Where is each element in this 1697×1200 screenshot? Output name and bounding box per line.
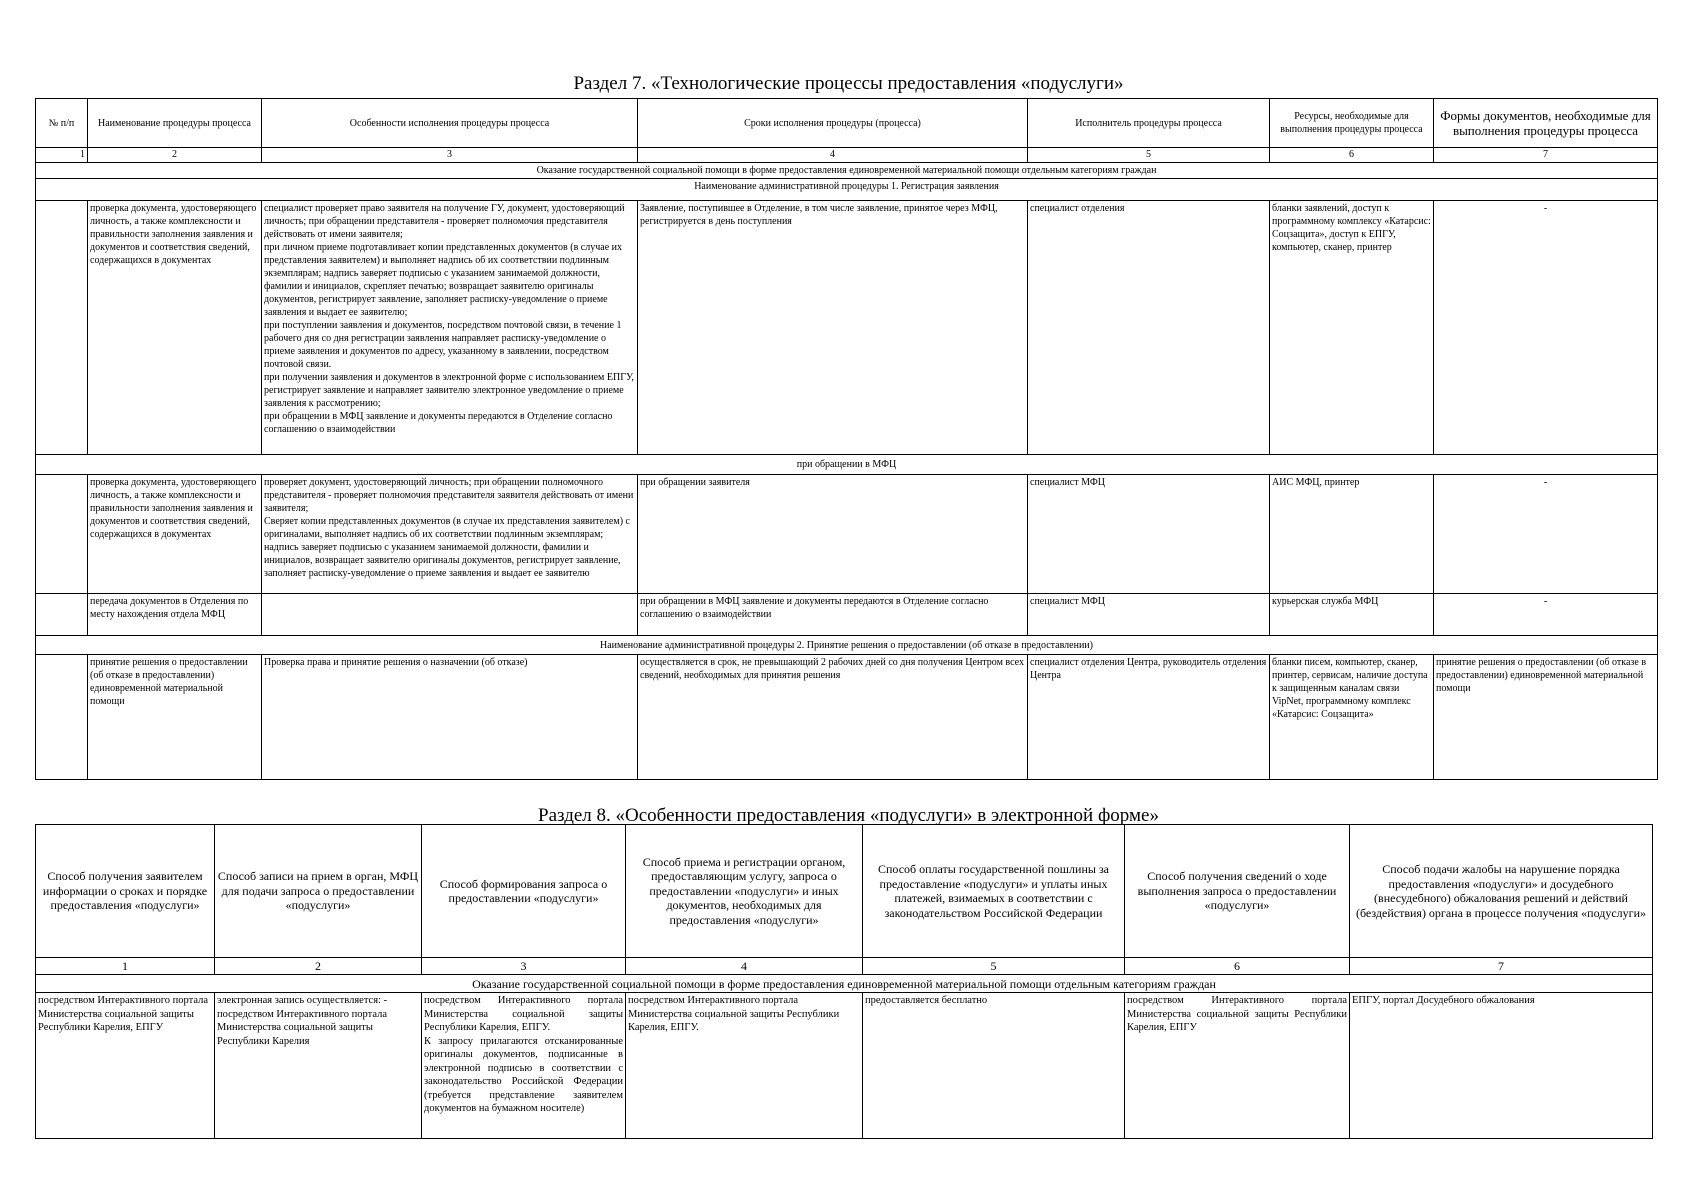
procedure-terms: при обращении в МФЦ заявление и документы передаются в Отделение согласно соглашению о взаимодействии: [638, 594, 1028, 636]
procedure-terms: Заявление, поступившее в Отделение, в том числе заявление, принятое через МФЦ, регистрируется в день поступления: [638, 201, 1028, 455]
header-procedure-executor: Исполнитель процедуры процесса: [1028, 99, 1270, 148]
table-header-row: [36, 825, 1653, 958]
column-number: 6: [1125, 958, 1350, 975]
header-procedure-name: Наименование процедуры процесса: [88, 99, 262, 148]
procedure-executor: специалист МФЦ: [1028, 475, 1270, 594]
table-row: [36, 993, 1653, 1139]
request-forming-method: посредством Интерактивного портала Министерства социальной защиты Республики Карелия, ЕПГУ. К запросу прилагаются отсканированные оригиналы документов, подписанные в электронной подписью в соответствии с законодательство Российской Федерации (требуется представление заявителем документов на бумажном носителе): [422, 993, 626, 1139]
procedure-1-title: Наименование административной процедуры 1. Регистрация заявления: [36, 179, 1658, 201]
procedure-terms: осуществляется в срок, не превышающий 2 рабочих дней со дня получения Центром всех сведений, необходимых для принятия решения: [638, 655, 1028, 780]
section-7-table: [35, 98, 1658, 780]
procedure-name: проверка документа, удостоверяющего личность, а также комплексности и правильности заполнения заявления и документов и соответствия сведений, содержащихся в документах: [88, 201, 262, 455]
header-request-registration-method: Способ приема и регистрации органом, предоставляющим услугу, запроса о предоставлении «подуслуги» и иных документов, необходимых для предоставления «подуслуги»: [626, 825, 863, 958]
column-numbers-row: [36, 148, 1658, 163]
header-complaint-method: Способ подачи жалобы на нарушение порядка предоставления «подуслуги» и досудебного (внесудебного) обжалования решений и действий (бездействия) органа в процессе получения «подуслуги»: [1350, 825, 1653, 958]
document-forms: -: [1434, 475, 1658, 594]
header-procedure-resources: Ресурсы, необходимые для выполнения процедуры процесса: [1270, 99, 1434, 148]
service-title: Оказание государственной социальной помощи в форме предоставления единовременной материальной помощи отдельным категориям граждан: [36, 975, 1653, 993]
column-number: 1: [36, 958, 215, 975]
header-document-forms: Формы документов, необходимые для выполнения процедуры процесса: [1434, 99, 1658, 148]
procedure-executor: специалист МФЦ: [1028, 594, 1270, 636]
procedure-executor: специалист отделения: [1028, 201, 1270, 455]
procedure-2-title-row: [36, 636, 1658, 655]
procedure-features: специалист проверяет право заявителя на получение ГУ, документ, удостоверяющий личность; при обращении представителя - проверяет полномочия представителя действовать от имени заявителя; при личном приеме подготавливает копии представленных документов (в случае их представления заявителем) и выполняет надпись об их соответствии подлинным экземплярам; надпись заверяет подписью с указанием занимаемой должности, фамилии и инициалов, скрепляет печатью; возвращает заявителю оригиналы документов, регистрирует заявление, заполняет расписку-уведомление о приеме заявления и выдает ее заявителю; при поступлении заявления и документов, посредством почтовой связи, в течение 1 рабочего дня со дня регистрации заявления направляет расписку-уведомление о приеме заявления и документов по адресу, указанному в заявлении, посредством почтовой связи. при получении заявления и документов в электронной форме с использованием ЕПГУ, регистрирует заявление и направляет заявителю электронное уведомление о приеме заявления к рассмотрению; при обращении в МФЦ заявление и документы передаются в Отделение согласно соглашению о взаимодействии: [262, 201, 638, 455]
request-registration-method: посредством Интерактивного портала Министерства социальной защиты Республики Карелия, ЕПГУ.: [626, 993, 863, 1139]
column-number: 4: [638, 148, 1028, 163]
document-forms: -: [1434, 201, 1658, 455]
table-row: [36, 475, 1658, 594]
procedure-resources: бланки писем, компьютер, сканер, принтер, сервисам, наличие доступа к защищенным каналам связи VipNet, программному комплекс «Катарсис: Соцзащита»: [1270, 655, 1434, 780]
complaint-method: ЕПГУ, портал Досудебного обжалования: [1350, 993, 1653, 1139]
header-procedure-features: Особенности исполнения процедуры процесса: [262, 99, 638, 148]
column-number: 3: [422, 958, 626, 975]
header-number: № п/п: [36, 99, 88, 148]
header-request-forming-method: Способ формирования запроса о предоставлении «подуслуги»: [422, 825, 626, 958]
column-number: 1: [36, 148, 88, 163]
procedure-terms: при обращении заявителя: [638, 475, 1028, 594]
procedure-name: принятие решения о предоставлении (об отказе в предоставлении) единовременной материальной помощи: [88, 655, 262, 780]
info-method: посредством Интерактивного портала Министерства социальной защиты Республики Карелия, ЕПГУ: [36, 993, 215, 1139]
procedure-features: Проверка права и принятие решения о назначении (об отказе): [262, 655, 638, 780]
service-title: Оказание государственной социальной помощи в форме предоставления единовременной материальной помощи отдельным категориям граждан: [36, 163, 1658, 179]
service-title-row: [36, 163, 1658, 179]
mfc-title: при обращении в МФЦ: [36, 455, 1658, 475]
procedure-resources: АИС МФЦ, принтер: [1270, 475, 1434, 594]
procedure-features: [262, 594, 638, 636]
header-info-method: Способ получения заявителем информации о сроках и порядке предоставления «подуслуги»: [36, 825, 215, 958]
row-number: [36, 655, 88, 780]
column-number: 6: [1270, 148, 1434, 163]
procedure-1-title-row: [36, 179, 1658, 201]
column-number: 5: [863, 958, 1125, 975]
header-status-method: Способ получения сведений о ходе выполнения запроса о предоставлении «подуслуги»: [1125, 825, 1350, 958]
section-7-title: Раздел 7. «Технологические процессы предоставления «подуслуги»: [573, 73, 1124, 94]
document-forms: принятие решения о предоставлении (об отказе в предоставлении) единовременной материальной помощи: [1434, 655, 1658, 780]
procedure-name: передача документов в Отделения по месту нахождения отдела МФЦ: [88, 594, 262, 636]
column-number: 4: [626, 958, 863, 975]
column-number: 2: [215, 958, 422, 975]
column-numbers-row: [36, 958, 1653, 975]
row-number: [36, 201, 88, 455]
table-row: [36, 655, 1658, 780]
section-8-table: [35, 824, 1653, 1139]
procedure-2-title: Наименование административной процедуры 2. Принятие решения о предоставлении (об отказе в предоставлении): [36, 636, 1658, 655]
procedure-name: проверка документа, удостоверяющего личность, а также комплексности и правильности заполнения заявления и документов и соответствия сведений, содержащихся в документах: [88, 475, 262, 594]
payment-method: предоставляется бесплатно: [863, 993, 1125, 1139]
header-payment-method: Способ оплаты государственной пошлины за предоставление «подуслуги» и уплаты иных платежей, взимаемых в соответствии с законодательством Российской Федерации: [863, 825, 1125, 958]
mfc-title-row: [36, 455, 1658, 475]
procedure-resources: бланки заявлений, доступ к программному комплексу «Катарсис: Соцзащита», доступ к ЕПГУ, компьютер, сканер, принтер: [1270, 201, 1434, 455]
procedure-executor: специалист отделения Центра, руководитель отделения Центра: [1028, 655, 1270, 780]
column-number: 3: [262, 148, 638, 163]
service-title-row: [36, 975, 1653, 993]
procedure-resources: курьерская служба МФЦ: [1270, 594, 1434, 636]
appointment-method: электронная запись осуществляется: - посредством Интерактивного портала Министерства социальной защиты Республики Карелия: [215, 993, 422, 1139]
header-appointment-method: Способ записи на прием в орган, МФЦ для подачи запроса о предоставлении «подуслуги»: [215, 825, 422, 958]
column-number: 7: [1434, 148, 1658, 163]
status-method: посредством Интерактивного портала Министерства социальной защиты Республики Карелия, ЕПГУ: [1125, 993, 1350, 1139]
header-procedure-terms: Сроки исполнения процедуры (процесса): [638, 99, 1028, 148]
table-row: [36, 201, 1658, 455]
row-number: [36, 475, 88, 594]
column-number: 2: [88, 148, 262, 163]
column-number: 5: [1028, 148, 1270, 163]
document-forms: -: [1434, 594, 1658, 636]
column-number: 7: [1350, 958, 1653, 975]
section-8-title: Раздел 8. «Особенности предоставления «подуслуги» в электронной форме»: [538, 805, 1159, 826]
procedure-features: проверяет документ, удостоверяющий личность; при обращении полномочного представителя - проверяет полномочия представителя заявителя действовать от имени заявителя; Сверяет копии представленных документов (в случае их представления заявителем) с оригиналами, выполняет надпись об их соответствии подлинным экземплярам; надпись заверяет подписью с указанием занимаемой должности, фамилии и инициалов, возвращает заявителю оригиналы документов, регистрирует заявление, заполняет расписку-уведомление о приеме заявления и выдает ее заявителю: [262, 475, 638, 594]
row-number: [36, 594, 88, 636]
table-row: [36, 594, 1658, 636]
table-header-row: [36, 99, 1658, 148]
